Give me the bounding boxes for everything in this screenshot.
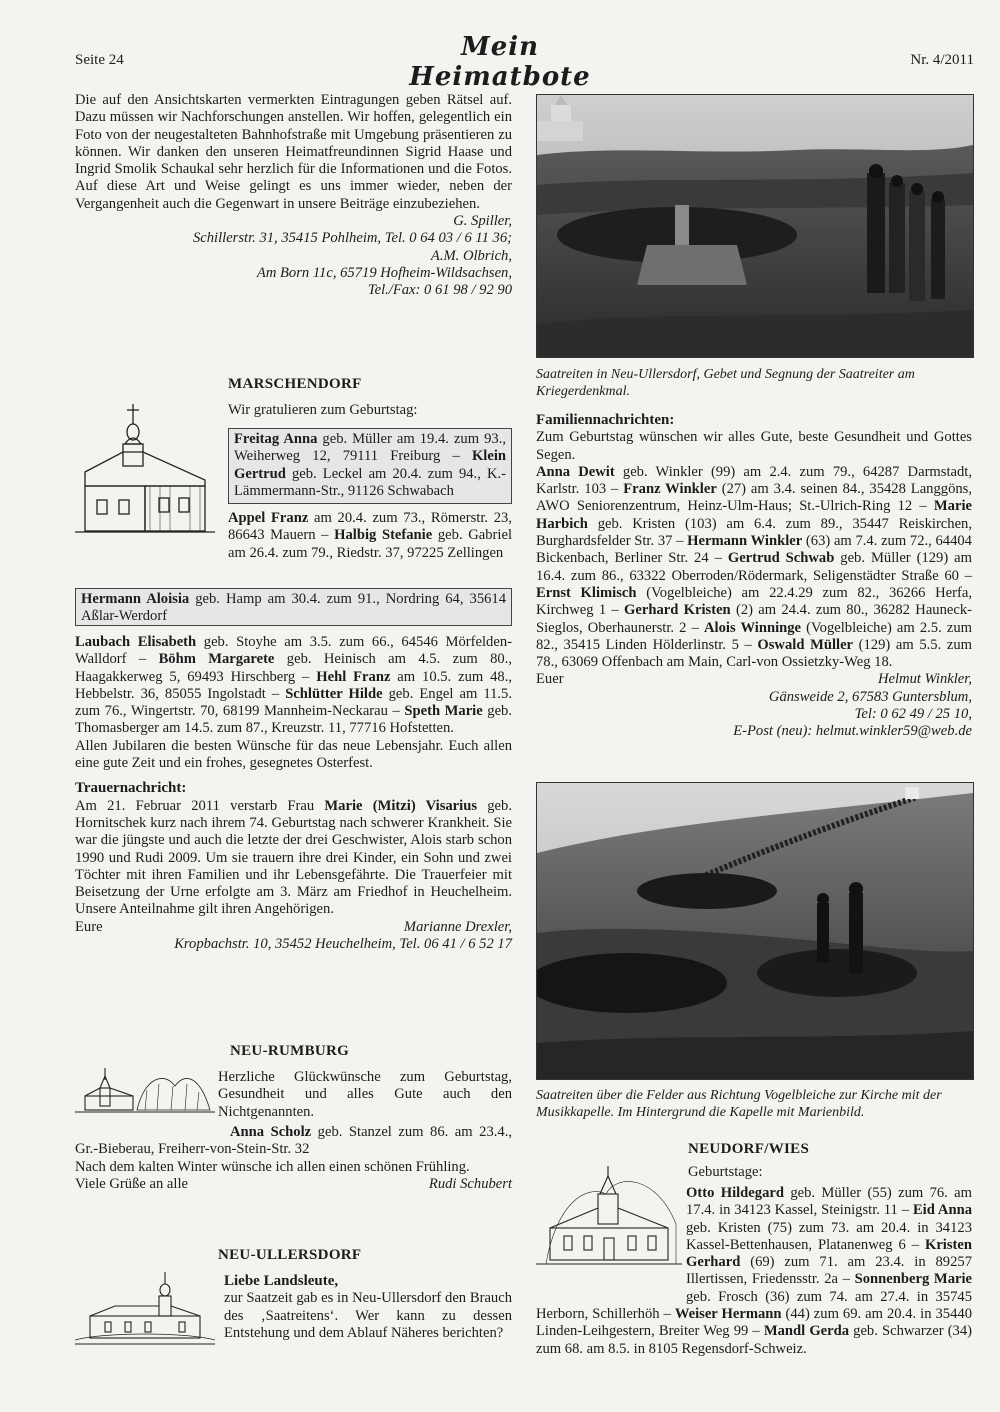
familien-intro: Zum Geburtstag wünschen wir alles Gute, beste Gesundheit und Gottes Segen. bbox=[536, 429, 972, 463]
neurumburg-greet: Viele Grüße an alle bbox=[75, 1176, 188, 1193]
church-drawing-marschendorf bbox=[75, 402, 215, 542]
birthday-highlight-box-1 bbox=[228, 428, 512, 504]
name-alois-winninge: Alois Winninge bbox=[704, 619, 802, 636]
box1-text-2: geb. Leckel am 20.4. zum 94., K.-Lämmermann-Str., 91126 Schwabach bbox=[234, 465, 506, 499]
name-hermann-aloisia: Hermann Aloisia bbox=[81, 591, 190, 607]
winkler-signature-1: Helmut Winkler, bbox=[877, 671, 972, 688]
eure-label: Eure bbox=[75, 918, 103, 935]
familien-t1: geb. Winkler (99) am 2.4. zum 79., 64287 Darmstadt, Karlstr. 103 – bbox=[536, 463, 972, 498]
intro-signature-2: Schillerstr. 31, 35415 Pohlheim, Tel. 0 64 03 / 6 11 36; bbox=[192, 230, 512, 247]
neudorf-t2: geb. Kristen (75) zum 73. am 20.4. in 34123 Kassel-Bettenhausen, Platanenweg 6 – bbox=[686, 1219, 972, 1253]
neudorf-t6: geb. Schwarzer (34) zum 68. am 8.5. in 8105 Regensdorf-Schweiz. bbox=[536, 1323, 973, 1357]
p1-text: am 20.4. zum 73., Römerstr. 23, 86643 Mauern – bbox=[228, 510, 512, 544]
name-marie-harbich: Marie Harbich bbox=[536, 498, 972, 532]
neudorf-heading: NEUDORF/WIES bbox=[688, 1141, 810, 1157]
familien-t6: (Vogelbleiche) am 22.4.29 zum 82., 36266 Herfa, Kirchweg 1 – bbox=[536, 584, 972, 619]
winkler-signature-3: Tel: 0 62 49 / 25 10, bbox=[854, 706, 972, 723]
familien-t7: (2) am 24.4. zum 80., 36282 Hauneck-Sieglos, Oberhaunerstr. 2 – bbox=[536, 602, 973, 636]
photo2-caption: Saatreiten über die Felder aus Richtung Vogelbleiche zur Kirche mit der Musikkapelle. Im Hintergrund die Kapelle mit Marienbild. bbox=[536, 1088, 942, 1120]
name-boehm-margarete: Böhm Margarete bbox=[158, 651, 275, 668]
neudorf-intro: Geburtstage: bbox=[688, 1164, 763, 1180]
name-eid-anna: Eid Anna bbox=[912, 1202, 972, 1219]
masthead-title: Mein Heimatbote bbox=[409, 32, 591, 92]
marschendorf-heading: MARSCHENDORF bbox=[228, 376, 362, 392]
neudorf-t4: geb. Frosch (36) zum 74. am 27.4. in 35745 Herborn, Schillerhöh – bbox=[536, 1288, 972, 1323]
church-drawing-neurumburg bbox=[75, 1066, 215, 1116]
familien-t3: geb. Kristen (103) am 6.4. zum 89., 35447 Reiskirchen, Burghardsfelder Str. 37 – bbox=[536, 515, 972, 550]
issue-number: Nr. 4/2011 bbox=[910, 52, 974, 68]
intro-signature-1: G. Spiller, bbox=[453, 213, 512, 230]
intro-signature-4: Am Born 11c, 65719 Hofheim-Wildsachsen, bbox=[256, 264, 512, 281]
p2-text-4: geb. Engel am 11.5. zum 76., Wingertstr. 70, 68199 Mannheim-Neckarau – bbox=[75, 685, 512, 720]
name-hermann-winkler: Hermann Winkler bbox=[687, 533, 803, 550]
winkler-email: E-Post (neu): helmut.winkler59@web.de bbox=[733, 723, 972, 740]
neurumburg-entry bbox=[75, 1124, 512, 1159]
name-oswald-mueller: Oswald Müller bbox=[757, 636, 854, 653]
neudorf-t1: geb. Müller (55) zum 76. am 17.4. in 34123 Kassel, Steinigstr. 11 – bbox=[686, 1185, 973, 1219]
p2-text-2: geb. Heinisch am 4.5. zum 80., Haagakkerweg 5, 69493 Hirschberg – bbox=[75, 651, 512, 685]
p2-text: geb. Stoyhe am 3.5. zum 66., 64546 Mörfelden-Walldorf – bbox=[75, 634, 512, 668]
name-freitag-anna: Freitag Anna bbox=[234, 431, 318, 447]
box1-text: geb. Müller am 19.4. zum 93., Weiherweg 12, 79111 Freiburg – bbox=[234, 431, 506, 465]
trauer-heading: Trauernachricht: bbox=[75, 780, 187, 797]
name-laubach-elisabeth: Laubach Elisabeth bbox=[75, 634, 197, 650]
intro-signature-3: A.M. Olbrich, bbox=[430, 247, 512, 264]
neuullersdorf-salute: Liebe Landsleute, bbox=[224, 1273, 339, 1289]
neuullersdorf-heading: NEU-ULLERSDORF bbox=[218, 1247, 362, 1263]
familien-t8: (Vogelbleiche) am 2.5. zum 82., 35415 Linden Hölderlinstr. 5 – bbox=[536, 619, 972, 653]
neurumburg-closing bbox=[75, 1159, 512, 1194]
trauer-text-2: geb. Hornitschek kurz nach ihrem 74. Geburtstag nach schwerer Krankheit. Sie war die jüngste und auch die letzte der drei Geschwister, Alois starb schon 1990 und Rudi 2009. Um sie trauern ihre drei Kinder, ein Sohn und zwei Töchter mit ihren Familien und ihr Lebensgefährte. Die Trauerfeier mit Beisetzung der Urne erfolgte am 3. März am Friedhof in Heuchelheim. Unsere Anteilnahme gilt ihren Angehörigen. bbox=[75, 797, 512, 918]
name-weiser-hermann: Weiser Hermann bbox=[674, 1306, 782, 1323]
name-franz-winkler: Franz Winkler bbox=[623, 481, 717, 498]
photo-saatreiten-kriegerdenkmal bbox=[536, 94, 974, 358]
name-anna-scholz: Anna Scholz bbox=[230, 1124, 312, 1140]
trauer-text-1: Am 21. Februar 2011 verstarb Frau bbox=[75, 797, 325, 814]
p1-text-2: geb. Gabriel am 26.4. zum 79., Riedstr. 37, 97225 Zellingen bbox=[228, 527, 513, 561]
name-hehl-franz: Hehl Franz bbox=[316, 668, 391, 685]
neudorf-t3: (69) zum 71. am 23.4. in 89257 Illertissen, Friedensstr. 2a – bbox=[686, 1254, 972, 1288]
neuullersdorf-text: zur Saatzeit gab es in Neu-Ullersdorf den Brauch des ‚Saatreitens‘. Wer kann zu dessen Entstehung und dem Ablauf Näheres berichten? bbox=[224, 1290, 512, 1341]
euer-label: Euer bbox=[536, 671, 564, 688]
photo1-caption: Saatreiten in Neu-Ullersdorf, Gebet und Segnung der Saatreiter am Kriegerdenkmal. bbox=[536, 367, 915, 399]
name-halbig-stefanie: Halbig Stefanie bbox=[334, 527, 433, 544]
name-sonnenberg-marie: Sonnenberg Marie bbox=[854, 1271, 972, 1288]
familien-t5: geb. Müller (129) am 16.4. zum 86., 63322 Oberroden/Rödermark, Seligenstädter Straße 60 – bbox=[536, 550, 972, 584]
name-schluetter-hilde: Schlütter Hilde bbox=[285, 685, 383, 702]
neudorf-t5: (44) zum 69. am 20.4. in 35440 Linden-Leihgestern, Breiter Weg 99 – bbox=[536, 1306, 972, 1340]
intro-text: Die auf den Ansichtskarten vermerkten Eintragungen geben Rätsel auf. Dazu müssen wir Nachforschungen anstellen. Wir hoffen, gelegentlich ein Foto von der neugestalteten Bahnhofstraße mit Umgebung präsentieren zu können. Wir danken den unseren Heimatfreundinnen Sigrid Haase und Ingrid Smolik Schaukal sehr herzlich für die Informationen und die Fotos. Auf diese Art und Weise gelingt es uns immer wieder, neben der Vergangenheit auch die Gegenwart in unsere Beiträge einzubeziehen. bbox=[75, 92, 512, 212]
neurumburg-heading: NEU-RUMBURG bbox=[230, 1043, 350, 1059]
p2-text-5: geb. Thomasberger am 14.5. zum 87., Kreuzstr. 11, 77716 Hofstetten. bbox=[75, 703, 512, 737]
marschendorf-paragraph-1 bbox=[228, 510, 512, 562]
name-klein-gertrud: Klein Gertrud bbox=[234, 448, 506, 482]
marschendorf-intro: Wir gratulieren zum Geburtstag: bbox=[228, 402, 418, 418]
familien-t9: (129) am 5.5. zum 78., 63069 Offenbach am Main, Carl-von Ossietzky-Weg 18. bbox=[536, 636, 972, 671]
winkler-signature-2: Gänsweide 2, 67583 Guntersblum, bbox=[768, 688, 972, 705]
schubert-signature: Rudi Schubert bbox=[428, 1176, 512, 1193]
drexler-signature-2: Kropbachstr. 10, 35452 Heuchelheim, Tel. 06 41 / 6 52 17 bbox=[174, 936, 512, 953]
photo-saatreiten-felder bbox=[536, 782, 974, 1080]
box2-text: geb. Hamp am 30.4. zum 91., Nordring 64, 35614 Aßlar-Werdorf bbox=[81, 591, 507, 625]
familien-heading: Familiennachrichten: bbox=[536, 412, 675, 428]
p2-text-3: am 10.5. zum 48., Hebbelstr. 36, 85055 Ingolstadt – bbox=[75, 668, 512, 702]
name-gerhard-kristen: Gerhard Kristen bbox=[624, 602, 731, 619]
marschendorf-paragraph-2 bbox=[75, 634, 512, 953]
birthday-highlight-box-2 bbox=[75, 588, 512, 626]
familien-t2: (27) am 3.4. seinen 84., 35428 Langgöns, AWO Seniorenzentrum, Heinz-Ulm-Haus; St.-Ulrich-Ring 12 – bbox=[536, 481, 972, 515]
neurumburg-greeting: Herzliche Glückwünsche zum Geburtstag, Gesundheit und alles Gute auch den Nichtgenannten. bbox=[218, 1069, 512, 1120]
intro-section bbox=[75, 92, 512, 300]
name-ernst-klimisch: Ernst Klimisch bbox=[536, 584, 637, 601]
neudorf-float-spacer bbox=[536, 1185, 686, 1289]
church-drawing-neuullersdorf bbox=[75, 1270, 215, 1350]
name-otto-hildegard: Otto Hildegard bbox=[686, 1185, 784, 1201]
neudorf-entries bbox=[536, 1185, 972, 1358]
neuullersdorf-section bbox=[224, 1273, 512, 1342]
name-visarius: Marie (Mitzi) Visarius bbox=[324, 797, 478, 814]
marschendorf-wish: Allen Jubilaren die besten Wünsche für das neue Lebensjahr. Euch allen eine gute Zeit und ein frohes, gesegnetes Osterfest. bbox=[75, 737, 512, 772]
name-kristen-gerhard: Kristen Gerhard bbox=[686, 1236, 972, 1271]
familien-section bbox=[536, 412, 972, 741]
name-mandl-gerda: Mandl Gerda bbox=[763, 1323, 850, 1340]
intro-signature-5: Tel./Fax: 0 61 98 / 92 90 bbox=[367, 282, 512, 299]
page-number: Seite 24 bbox=[75, 52, 124, 68]
name-speth-marie: Speth Marie bbox=[404, 703, 483, 720]
name-appel-franz: Appel Franz bbox=[228, 510, 309, 526]
neurumburg-wish: Nach dem kalten Winter wünsche ich allen einen schönen Frühling. bbox=[75, 1159, 470, 1175]
familien-t4: (63) am 7.4. zum 72., 64404 Bickenbach, Berliner Str. 24 – bbox=[536, 533, 972, 567]
name-anna-dewit: Anna Dewit bbox=[536, 463, 615, 480]
neurumburg-entry-text: geb. Stanzel zum 86. am 23.4., Gr.-Bieberau, Freiherr-von-Stein-Str. 32 bbox=[75, 1124, 512, 1158]
name-gertrud-schwab: Gertrud Schwab bbox=[727, 550, 835, 567]
drexler-signature-1: Marianne Drexler, bbox=[403, 918, 512, 935]
